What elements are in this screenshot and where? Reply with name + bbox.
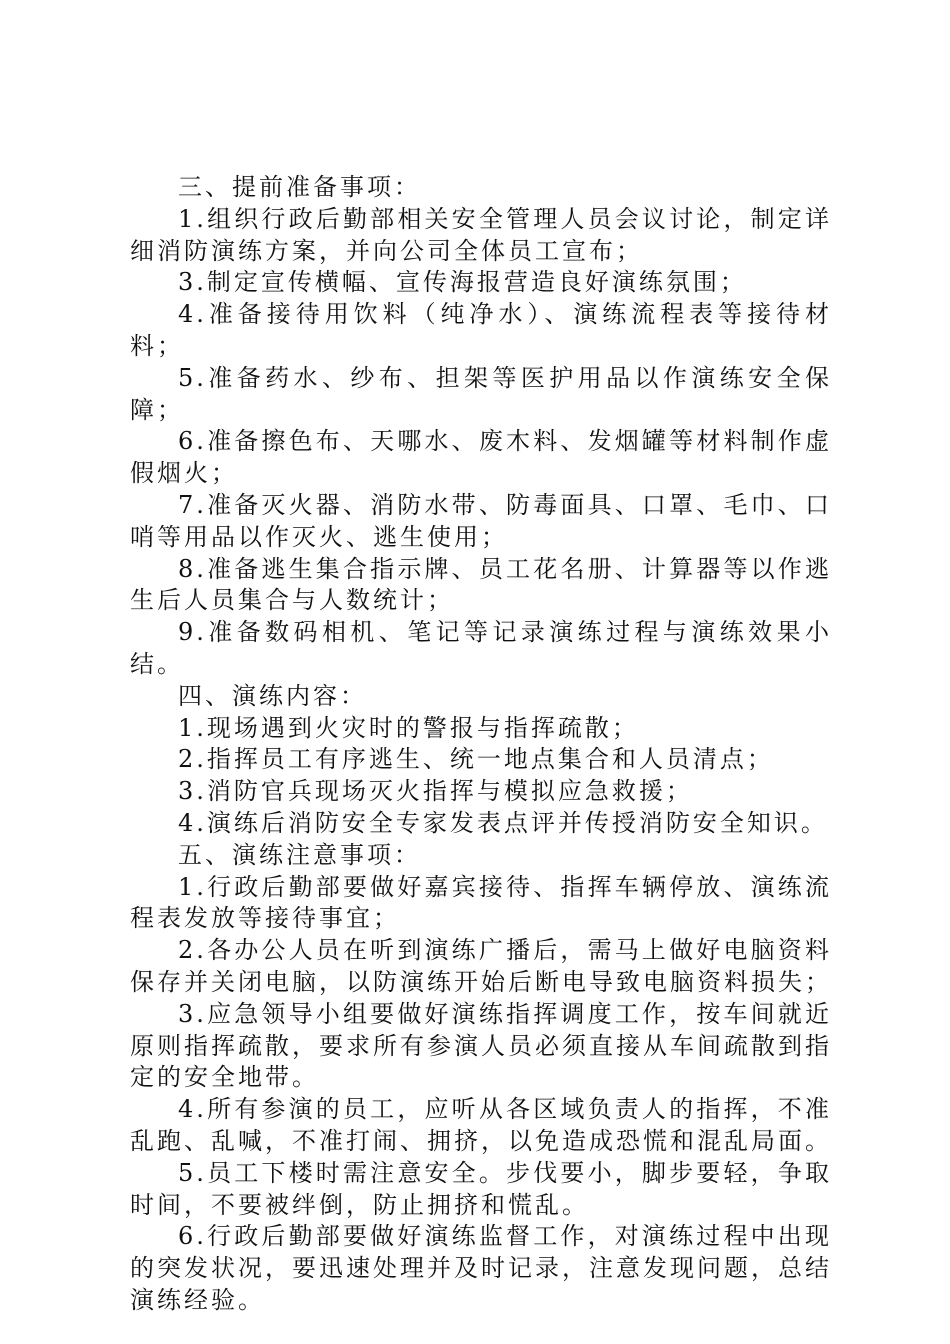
paragraph: 3.消防官兵现场灭火指挥与模拟应急救援； xyxy=(178,777,693,806)
paragraph: 3.应急领导小组要做好演练指挥调度工作，按车间就近原则指挥疏散，要求所有参演人员必须直接从车间疏散到指定的安全地带。 xyxy=(130,999,832,1092)
paragraph: 7.准备灭火器、消防水带、防毒面具、口罩、毛巾、口哨等用品以作灭火、逃生使用； xyxy=(130,490,832,551)
paragraph: 1.组织行政后勤部相关安全管理人员会议讨论，制定详细消防演练方案，并向公司全体员工宣布； xyxy=(130,204,832,265)
paragraph: 5.准备药水、纱布、担架等医护用品以作演练安全保障； xyxy=(130,363,832,424)
paragraph: 6.行政后勤部要做好演练监督工作，对演练过程中出现的突发状况，要迅速处理并及时记录，注意发现问题，总结演练经验。 xyxy=(130,1222,832,1314)
paragraph: 1.行政后勤部要做好嘉宾接待、指挥车辆停放、演练流程表发放等接待事宜； xyxy=(130,872,832,933)
paragraph: 3.制定宣传横幅、宣传海报营造良好演练氛围； xyxy=(178,268,747,297)
section-heading-content: 四、演练内容： xyxy=(178,681,367,710)
paragraph: 4.演练后消防安全专家发表点评并传授消防安全知识。 xyxy=(178,808,828,837)
paragraph: 1.现场遇到火灾时的警报与指挥疏散； xyxy=(178,713,639,742)
paragraph: 9.准备数码相机、笔记等记录演练过程与演练效果小结。 xyxy=(130,618,832,678)
paragraph: 2.指挥员工有序逃生、统一地点集合和人员清点； xyxy=(178,745,774,774)
section-heading-preparation: 三、提前准备事项： xyxy=(178,173,421,201)
paragraph: 6.准备擦色布、天哪水、废木料、发烟罐等材料制作虚假烟火； xyxy=(130,427,832,488)
paragraph: 4.所有参演的员工，应听从各区域负责人的指挥，不准乱跑、乱喊，不准打闹、拥挤，以免造成恐慌和混乱局面。 xyxy=(130,1095,832,1155)
paragraph: 8.准备逃生集合指示牌、员工花名册、计算器等以作逃生后人员集合与人数统计； xyxy=(130,554,832,615)
document-body xyxy=(130,172,832,1317)
paragraph: 2.各办公人员在听到演练广播后，需马上做好电脑资料保存并关闭电脑，以防演练开始后断电导致电脑资料损失； xyxy=(130,936,832,996)
section-heading-notes: 五、演练注意事项： xyxy=(178,840,421,869)
paragraph: 5.员工下楼时需注意安全。步伐要小，脚步要轻，争取时间，不要被绊倒，防止拥挤和慌乱。 xyxy=(130,1158,832,1219)
paragraph: 4.准备接待用饮料（纯净水）、演练流程表等接待材料； xyxy=(130,300,832,360)
